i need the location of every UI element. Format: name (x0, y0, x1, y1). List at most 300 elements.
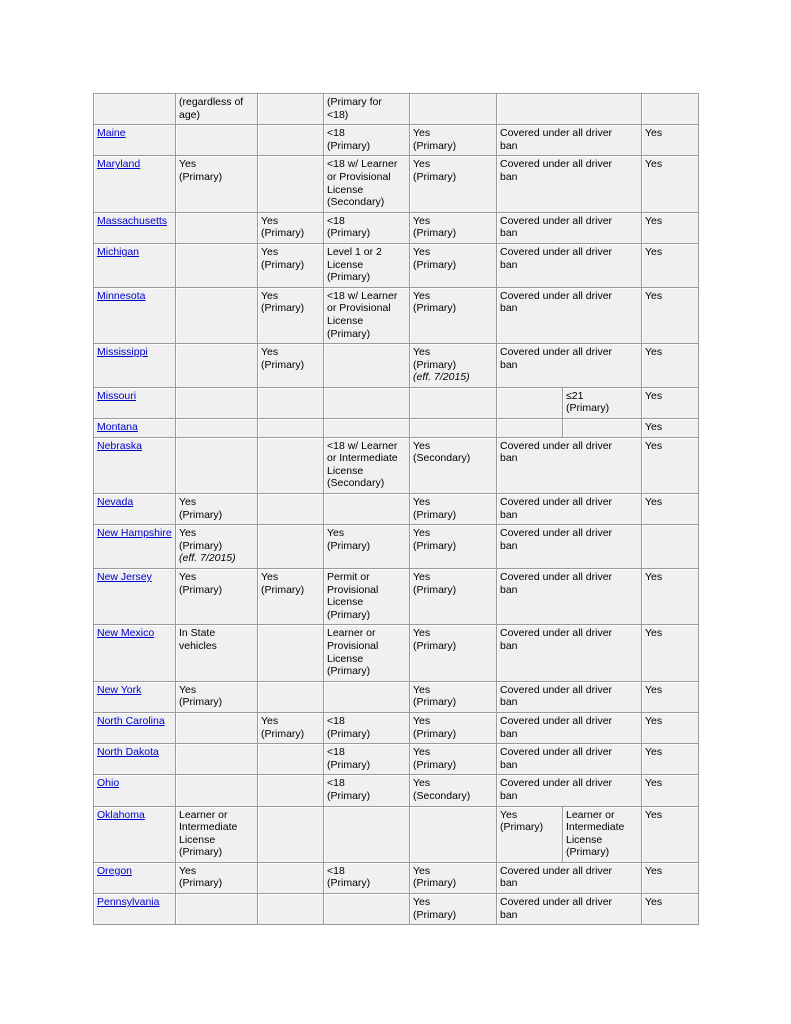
table-cell (324, 94, 410, 125)
table-cell (258, 288, 324, 344)
cell-text-line: (Primary) (413, 227, 457, 240)
cell-text-line: Yes (179, 683, 197, 696)
cell-text-line: Covered under all driver (500, 627, 613, 640)
cell-text-line: (Primary) (327, 539, 371, 552)
table-cell (497, 419, 563, 438)
cell-text-line: (Primary) (327, 139, 371, 152)
table-cell (324, 682, 410, 713)
cell-text-line: <18 w/ Learner (327, 158, 398, 171)
table-row-north-dakota (94, 744, 699, 775)
table-row-missouri (94, 388, 699, 419)
table-cell (176, 438, 258, 494)
cell-text-line: ban (500, 758, 518, 771)
state-name-cell (94, 682, 176, 713)
table-cell (410, 438, 497, 494)
cell-text-line: Yes (179, 864, 197, 877)
cell-text-line: Yes (413, 289, 431, 302)
table-cell (324, 744, 410, 775)
table-cell (324, 807, 410, 863)
table-cell (176, 156, 258, 212)
table-cell (642, 156, 699, 212)
cell-text-line: (Primary) (327, 758, 371, 771)
state-name-cell (94, 525, 176, 569)
cell-text-line: (Primary) (500, 821, 544, 834)
cell-text-line: License (566, 833, 603, 846)
table-cell (176, 244, 258, 288)
table-cell (324, 213, 410, 244)
cell-text-line: (Primary) (566, 846, 610, 859)
cell-text-line: (Primary) (327, 327, 371, 340)
table-cell (410, 288, 497, 344)
cell-text-line: Yes (645, 245, 663, 258)
cell-text-line: Yes (413, 439, 431, 452)
cell-text-line: ban (500, 877, 518, 890)
cell-text-line: ban (500, 539, 518, 552)
state-link-pennsylvania[interactable]: Pennsylvania (97, 896, 160, 909)
cell-text-line: (Primary) (413, 139, 457, 152)
cell-text-line: ban (500, 452, 518, 465)
state-name-cell (94, 288, 176, 344)
state-link-ohio[interactable]: Ohio (97, 777, 120, 790)
state-link-oklahoma[interactable]: Oklahoma (97, 808, 145, 821)
cell-text-line: (Primary) (566, 402, 610, 415)
cell-text-line: License (327, 183, 364, 196)
table-cell (258, 419, 324, 438)
table-cell (176, 344, 258, 388)
table-cell (497, 807, 563, 863)
state-link-maryland[interactable]: Maryland (97, 158, 141, 171)
cell-text-line: ban (500, 227, 518, 240)
cell-text-line: Yes (413, 571, 431, 583)
cell-text-line: Yes (179, 571, 197, 583)
table-cell (176, 125, 258, 156)
table-cell (410, 388, 497, 419)
state-name-cell (94, 744, 176, 775)
table-cell (642, 894, 699, 925)
table-row-pennsylvania (94, 894, 699, 925)
cell-text-line: (Primary) (179, 877, 223, 890)
table-cell (324, 438, 410, 494)
table-cell (324, 894, 410, 925)
cell-text-line: ban (500, 727, 518, 740)
table-row-montana (94, 419, 699, 438)
table-cell (497, 288, 642, 344)
table-cell (258, 494, 324, 525)
table-cell (642, 213, 699, 244)
table-cell (258, 744, 324, 775)
cell-text-line: Covered under all driver (500, 777, 613, 790)
cell-text-line: (Primary) (179, 539, 223, 552)
cell-text-line: or Provisional (327, 302, 391, 315)
table-cell (258, 125, 324, 156)
cell-text-line: License (327, 314, 364, 327)
table-cell (497, 775, 642, 806)
cell-text-line: vehicles (179, 639, 217, 652)
cell-text-line: <18 (327, 127, 345, 140)
cell-text-line: (Primary) (261, 358, 305, 371)
cell-text-line: ban (500, 696, 518, 709)
state-link-new-hampshire[interactable]: New Hampshire (97, 527, 172, 540)
table-cell (410, 625, 497, 681)
table-cell (324, 244, 410, 288)
table-cell (410, 775, 497, 806)
state-laws-table-body (94, 94, 699, 925)
table-cell (258, 438, 324, 494)
cell-text-line: Yes (645, 683, 663, 696)
state-name-cell (94, 213, 176, 244)
table-cell (324, 863, 410, 894)
cell-text-line: (Primary) (413, 908, 457, 921)
state-link-north-dakota[interactable]: North Dakota (97, 746, 159, 759)
table-cell (642, 344, 699, 388)
state-link-new-mexico[interactable]: New Mexico (97, 627, 155, 640)
cell-text-line: Yes (645, 714, 663, 727)
cell-text-line: <18 (327, 746, 345, 759)
table-cell (258, 894, 324, 925)
cell-text-line: Yes (645, 439, 663, 452)
cell-text-line: (Secondary) (327, 477, 385, 490)
state-name-cell (94, 388, 176, 419)
table-cell (642, 713, 699, 744)
state-name-cell (94, 94, 176, 125)
table-cell (176, 744, 258, 775)
state-name-cell (94, 344, 176, 388)
cell-text-line: <18 w/ Learner (327, 289, 398, 302)
cell-text-line: (Primary) (413, 170, 457, 183)
table-row-mississippi (94, 344, 699, 388)
table-cell (642, 775, 699, 806)
table-cell (410, 156, 497, 212)
cell-text-line: Yes (413, 714, 431, 727)
cell-text-line: Covered under all driver (500, 527, 613, 540)
cell-text-line: Yes (645, 571, 663, 583)
table-cell (258, 863, 324, 894)
table-cell (642, 244, 699, 288)
table-cell (410, 744, 497, 775)
table-cell (176, 388, 258, 419)
cell-text-line: ban (500, 302, 518, 315)
cell-text-line: Covered under all driver (500, 158, 613, 171)
cell-text-line: Covered under all driver (500, 127, 613, 140)
cell-text-line: ban (500, 139, 518, 152)
cell-text-line: (Primary for (327, 96, 382, 108)
cell-text-line: Learner or (566, 808, 615, 821)
cell-text-line: (Primary) (413, 758, 457, 771)
table-cell (497, 438, 642, 494)
table-cell (642, 388, 699, 419)
table-row-maine (94, 125, 699, 156)
table-cell (176, 213, 258, 244)
state-name-cell (94, 156, 176, 212)
table-cell (410, 863, 497, 894)
cell-text-line: Covered under all driver (500, 896, 613, 909)
cell-text-line: Provisional (327, 639, 379, 652)
table-cell (176, 569, 258, 625)
cell-text-line: Yes (179, 158, 197, 171)
cell-text-line: (regardless of (179, 96, 244, 108)
cell-text-line: In State (179, 627, 216, 640)
table-cell (324, 713, 410, 744)
table-cell (410, 807, 497, 863)
cell-text-line: (Primary) (327, 608, 371, 621)
state-name-cell (94, 125, 176, 156)
table-cell (176, 419, 258, 438)
cell-text-line: age) (179, 108, 201, 121)
cell-text-line: ≤21 (566, 389, 584, 402)
cell-text-line: (Primary) (327, 877, 371, 890)
table-cell (642, 419, 699, 438)
table-cell (497, 494, 642, 525)
cell-text-line: Covered under all driver (500, 571, 613, 583)
table-cell (497, 388, 563, 419)
cell-text-line: (Primary) (413, 583, 457, 596)
cell-text-line: Level 1 or 2 (327, 245, 382, 258)
cell-text-line: License (327, 596, 364, 609)
state-name-cell (94, 494, 176, 525)
cell-text-line: (Primary) (413, 639, 457, 652)
table-cell (324, 156, 410, 212)
cell-text-line: (Primary) (327, 727, 371, 740)
cell-text-line: (Secondary) (413, 789, 471, 802)
cell-text-line: ban (500, 583, 518, 596)
table-row-oregon (94, 863, 699, 894)
table-cell (497, 625, 642, 681)
state-name-cell (94, 775, 176, 806)
table-cell (497, 125, 642, 156)
state-name-cell (94, 419, 176, 438)
cell-text-line: (Primary) (179, 170, 223, 183)
cell-text-line: (Primary) (261, 258, 305, 271)
cell-text-line: Yes (261, 289, 279, 302)
state-link-nebraska[interactable]: Nebraska (97, 439, 142, 452)
table-cell (176, 625, 258, 681)
cell-text-line: <18 (327, 714, 345, 727)
table-cell (258, 807, 324, 863)
table-cell (642, 494, 699, 525)
table-cell (410, 344, 497, 388)
cell-text-line: Yes (413, 683, 431, 696)
cell-text-line: License (179, 833, 216, 846)
cell-text-line: Yes (645, 289, 663, 302)
cell-text-line: (Primary) (413, 358, 457, 371)
table-cell (642, 525, 699, 569)
table-cell (410, 713, 497, 744)
cell-text-line: Yes (645, 389, 663, 402)
cell-text-line: (Primary) (261, 727, 305, 740)
cell-text-line: Yes (261, 346, 279, 359)
cell-text-line: (Secondary) (413, 452, 471, 465)
table-row-nevada (94, 494, 699, 525)
cell-text-line: Yes (413, 527, 431, 540)
table-cell (410, 894, 497, 925)
state-name-cell (94, 807, 176, 863)
table-cell (642, 682, 699, 713)
table-cell (176, 713, 258, 744)
cell-text-line: Yes (413, 864, 431, 877)
state-name-cell (94, 569, 176, 625)
cell-text-line: Covered under all driver (500, 289, 613, 302)
cell-text-line: (Primary) (327, 665, 371, 678)
cell-text-line: <18 (327, 777, 345, 790)
table-cell (642, 438, 699, 494)
table-row-new-mexico (94, 625, 699, 681)
cell-text-line: Covered under all driver (500, 864, 613, 877)
table-cell (176, 525, 258, 569)
cell-text-line: Yes (413, 158, 431, 171)
state-link-maine[interactable]: Maine (97, 127, 126, 140)
cell-text-line: ban (500, 908, 518, 921)
cell-text-line: Yes (413, 627, 431, 640)
table-cell (410, 125, 497, 156)
table-row-maryland (94, 156, 699, 212)
table-cell (642, 94, 699, 125)
table-cell (324, 525, 410, 569)
table-cell (258, 713, 324, 744)
cell-text-line: Yes (500, 808, 518, 821)
cell-text-line: Covered under all driver (500, 714, 613, 727)
table-cell (324, 288, 410, 344)
table-cell (497, 569, 642, 625)
cell-text-line: ban (500, 789, 518, 802)
table-row-north-carolina (94, 713, 699, 744)
table-cell (497, 525, 642, 569)
state-link-montana[interactable]: Montana (97, 421, 138, 434)
cell-text-line: Yes (645, 864, 663, 877)
cell-text-line: ban (500, 258, 518, 271)
cell-text-line: (Primary) (261, 227, 305, 240)
cell-text-line: Learner or (179, 808, 228, 821)
cell-text-line: Yes (261, 714, 279, 727)
table-cell (258, 625, 324, 681)
table-row-michigan (94, 244, 699, 288)
cell-text-line: Yes (413, 214, 431, 227)
cell-text-line: or Provisional (327, 170, 391, 183)
table-cell (410, 569, 497, 625)
cell-text-line: Yes (645, 346, 663, 359)
table-cell (258, 94, 324, 125)
state-link-michigan[interactable]: Michigan (97, 245, 140, 258)
cell-text-line: Yes (413, 746, 431, 759)
cell-text-line: (Secondary) (327, 196, 385, 209)
table-cell (324, 344, 410, 388)
table-cell (324, 569, 410, 625)
cell-text-line: (Primary) (413, 258, 457, 271)
table-cell (410, 525, 497, 569)
cell-text-line: (Primary) (327, 227, 371, 240)
effective-date-note: (eff. 7/2015) (179, 552, 236, 565)
table-cell (324, 625, 410, 681)
table-cell (497, 156, 642, 212)
cell-text-line: ban (500, 508, 518, 521)
table-cell (324, 419, 410, 438)
table-cell (642, 625, 699, 681)
cell-text-line: (Primary) (413, 508, 457, 521)
table-cell (642, 744, 699, 775)
state-name-cell (94, 894, 176, 925)
cell-text-line: Yes (327, 527, 345, 540)
state-link-missouri[interactable]: Missouri (97, 389, 137, 402)
table-cell (258, 344, 324, 388)
cell-text-line: (Primary) (179, 508, 223, 521)
cell-text-line: (Primary) (179, 583, 223, 596)
state-link-nevada[interactable]: Nevada (97, 496, 134, 509)
cell-text-line: Yes (261, 245, 279, 258)
cell-text-line: License (327, 652, 364, 665)
table-cell (258, 775, 324, 806)
table-cell (410, 682, 497, 713)
state-link-new-york[interactable]: New York (97, 683, 142, 696)
cell-text-line: Yes (179, 527, 197, 540)
cell-text-line: (Primary) (261, 302, 305, 315)
cell-text-line: Yes (645, 158, 663, 171)
state-link-north-carolina[interactable]: North Carolina (97, 714, 165, 727)
table-cell (324, 775, 410, 806)
cell-text-line: ban (500, 358, 518, 371)
state-link-mississippi[interactable]: Mississippi (97, 346, 148, 359)
table-cell (410, 244, 497, 288)
cell-text-line: Yes (645, 777, 663, 790)
state-name-cell (94, 244, 176, 288)
table-cell (258, 213, 324, 244)
table-cell (497, 744, 642, 775)
table-cell (258, 525, 324, 569)
cell-text-line: Intermediate (179, 821, 238, 834)
table-cell (563, 388, 642, 419)
state-link-new-jersey[interactable]: New Jersey (97, 571, 152, 583)
table-cell (258, 244, 324, 288)
cell-text-line: Covered under all driver (500, 214, 613, 227)
cell-text-line: Yes (413, 496, 431, 509)
cell-text-line: Yes (413, 346, 431, 359)
cell-text-line: Yes (179, 496, 197, 509)
table-cell (258, 682, 324, 713)
table-cell (258, 388, 324, 419)
table-cell (176, 288, 258, 344)
table-cell (176, 775, 258, 806)
table-row-ohio (94, 775, 699, 806)
cell-text-line: ban (500, 170, 518, 183)
table-row-massachusetts (94, 213, 699, 244)
table-cell (497, 344, 642, 388)
table-cell (176, 94, 258, 125)
cell-text-line: Yes (413, 127, 431, 140)
table-cell (642, 125, 699, 156)
table-row-new-hampshire (94, 525, 699, 569)
table-cell (563, 419, 642, 438)
table-cell (176, 894, 258, 925)
cell-text-line: (Primary) (179, 846, 223, 859)
state-link-minnesota[interactable]: Minnesota (97, 289, 146, 302)
state-link-oregon[interactable]: Oregon (97, 864, 133, 877)
table-cell (642, 863, 699, 894)
table-row-oklahoma (94, 807, 699, 863)
state-laws-table (93, 93, 699, 925)
state-link-massachusetts[interactable]: Massachusetts (97, 214, 168, 227)
table-cell (563, 807, 642, 863)
cell-text-line: <18 (327, 214, 345, 227)
cell-text-line: Learner or (327, 627, 376, 640)
cell-text-line: Covered under all driver (500, 683, 613, 696)
cell-text-line: Yes (261, 214, 279, 227)
state-name-cell (94, 713, 176, 744)
table-cell (258, 569, 324, 625)
table-cell (176, 807, 258, 863)
cell-text-line: <18 w/ Learner (327, 439, 398, 452)
cell-text-line: or Intermediate (327, 452, 398, 465)
state-name-cell (94, 438, 176, 494)
table-cell (176, 494, 258, 525)
cell-text-line: Yes (645, 896, 663, 909)
